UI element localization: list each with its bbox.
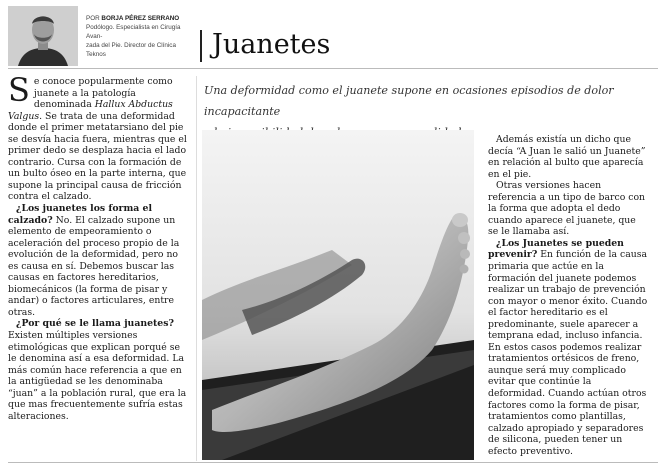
article-title: Juanetes	[212, 29, 331, 60]
byline-prefix: POR	[86, 15, 100, 22]
paragraph-dicho: Además existía un dicho que decía “A Juan le salió un Juanete” en relación al bulto que aparecía en el pie.	[488, 134, 646, 180]
byline	[8, 6, 194, 66]
intro-text-b: . Se trata de una deformidad donde el primer metatarsiano del pie se desvía hacia fuera, mientras que el primer dedo se desplaza hacia el lado contrario. Cursa con la formación de un bulto óseo en la parte interna, que supone la principal causa de fricción contra el calzado.	[8, 110, 187, 203]
intro-term: Hallux Abductus Valgus	[8, 99, 173, 122]
author-name: BORJA PÉREZ SERRANO	[101, 15, 180, 22]
column-right	[488, 134, 648, 457]
column-divider	[196, 76, 197, 461]
author-role-1: Podólogo. Especialista en Cirugía Avan-	[86, 24, 181, 40]
paragraph-intro	[8, 71, 190, 203]
header-divider	[8, 68, 658, 69]
feet-photo	[202, 130, 474, 460]
answer-nombre: Existen múltiples versiones etimológicas que explican porqué se le denomina así a esa deformidad. La más común hace referencia a que en la antigüedad se les denominaba “juan” a la población rural, que era la que mas frecuentemente sufría estas alteraciones.	[8, 330, 187, 422]
paragraph-prevenir	[488, 238, 648, 457]
column-left	[8, 71, 190, 422]
footer-divider	[8, 462, 658, 463]
intro-text-a: e conoce popularmente como juanete a la patología denominada	[33, 76, 173, 111]
question-nombre: ¿Por qué se le llama juanetes?	[16, 318, 174, 330]
question-calzado: ¿Los juanetes los forma el calzado?	[8, 203, 153, 226]
paragraph-barco: Otras versiones hacen referencia a un tipo de barco con la forma que adopta el dedo cuando aparece el juanete, que se le llamaba así.	[488, 180, 646, 238]
paragraph-nombre	[8, 318, 190, 422]
paragraph-calzado	[8, 203, 190, 318]
title-rule	[200, 30, 202, 62]
answer-calzado: No. El calzado supone un elemento de empeoramiento o aceleración del proceso propio de la evolución de la deformidad, pero no es causa en sí. Debemos buscar las causas en factores hereditarios, biomecánicos (la forma de pisar y andar) o factores articulares, entre otras.	[8, 214, 180, 318]
author-role-2: zada del Pie. Director de Clínica Teknos	[86, 42, 176, 58]
author-photo	[8, 6, 78, 66]
deck-line-1: Una deformidad como el juanete supone en ocasiones episodios de dolor incapacitante	[204, 84, 614, 118]
byline-text	[86, 14, 196, 59]
question-prevenir: ¿Los Juanetes se pueden prevenir?	[488, 237, 624, 261]
answer-prevenir: En función de la causa primaria que actúe en la formación del juanete podemos realizar un trabajo de prevención con mayor o menor éxito. Cuando el factor hereditario es el predominante, suele aparecer a temprana edad, incluso infancia. En estos casos podemos realizar tratamientos ortésicos de freno, aunque será muy complicado evitar que continúe la deformidad. Cuando actúan otros factores como la forma de pisar, tratamientos como plantillas, calzado apropiado y separadores de silicona, pueden tener un efecto preventivo.	[488, 249, 648, 457]
drop-cap: S	[8, 71, 30, 109]
